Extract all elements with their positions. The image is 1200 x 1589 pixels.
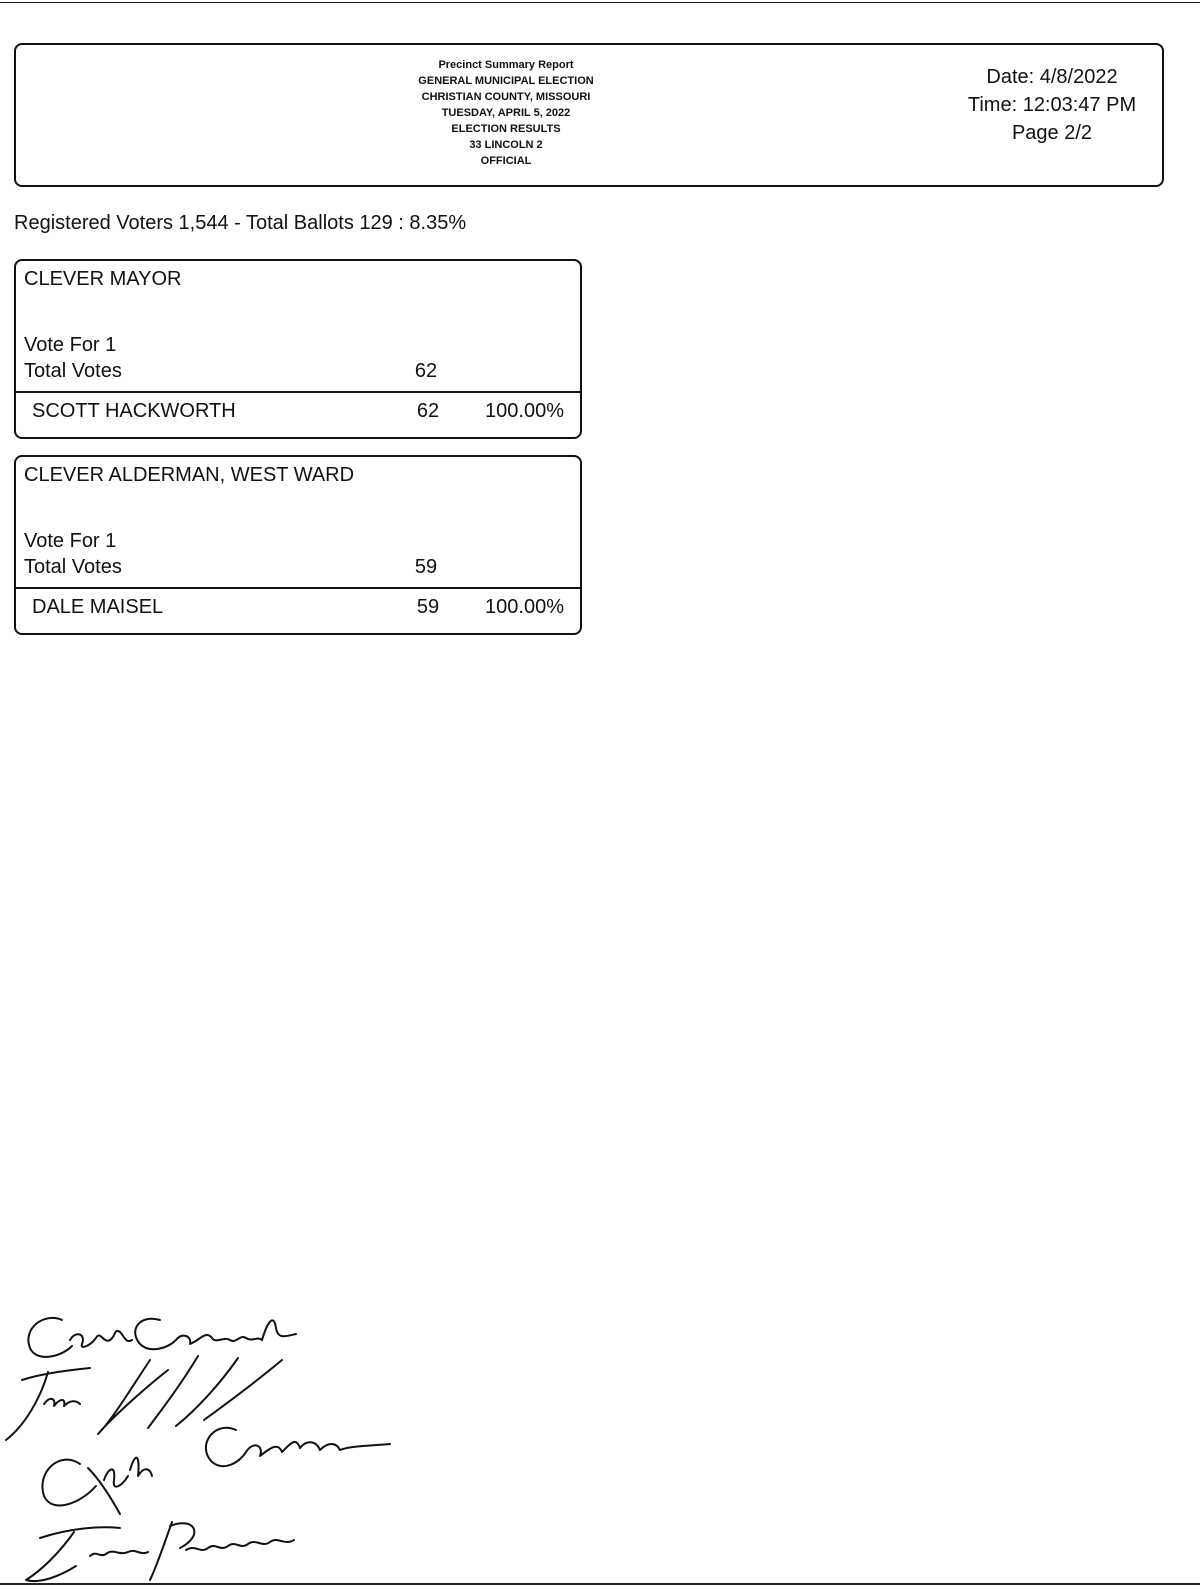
contest-title: CLEVER MAYOR bbox=[24, 268, 182, 290]
candidate-percent: 100.00% bbox=[485, 596, 564, 618]
signature-1 bbox=[28, 1318, 296, 1357]
contest-divider bbox=[16, 587, 580, 589]
report-type: Precinct Summary Report bbox=[438, 59, 574, 71]
official-label: OFFICIAL bbox=[480, 155, 532, 167]
total-votes-label: Total Votes bbox=[24, 556, 122, 578]
report-time: Time: 12:03:47 PM bbox=[967, 94, 1137, 116]
official-signatures bbox=[0, 1300, 420, 1585]
election-name: GENERAL MUNICIPAL ELECTION bbox=[418, 75, 594, 87]
total-votes-value: 59 bbox=[414, 556, 438, 578]
vote-for-label: Vote For 1 bbox=[24, 530, 117, 552]
candidate-name: SCOTT HACKWORTH bbox=[32, 400, 236, 422]
page-number: Page 2/2 bbox=[1011, 122, 1093, 144]
contest-clever-mayor bbox=[14, 259, 582, 439]
total-votes-value: 62 bbox=[414, 360, 438, 382]
signature-4 bbox=[26, 1522, 294, 1581]
report-date: Date: 4/8/2022 bbox=[986, 66, 1118, 88]
turnout-summary: Registered Voters 1,544 - Total Ballots 129 : 8.35% bbox=[14, 212, 467, 234]
county-name: CHRISTIAN COUNTY, MISSOURI bbox=[421, 91, 591, 103]
election-date: TUESDAY, APRIL 5, 2022 bbox=[441, 107, 571, 119]
signature-3 bbox=[42, 1428, 390, 1514]
precinct-name: 33 LINCOLN 2 bbox=[469, 139, 543, 151]
candidate-name: DALE MAISEL bbox=[32, 596, 164, 618]
total-votes-label: Total Votes bbox=[24, 360, 122, 382]
report-header bbox=[14, 43, 1164, 187]
contest-title: CLEVER ALDERMAN, WEST WARD bbox=[24, 464, 355, 486]
contest-clever-alderman-west-ward bbox=[14, 455, 582, 635]
report-title-block bbox=[356, 57, 656, 169]
results-label: ELECTION RESULTS bbox=[451, 123, 561, 135]
candidate-votes: 62 bbox=[416, 400, 440, 422]
signature-2 bbox=[6, 1356, 282, 1440]
report-meta bbox=[952, 63, 1152, 147]
candidate-votes: 59 bbox=[416, 596, 440, 618]
vote-for-label: Vote For 1 bbox=[24, 334, 117, 356]
candidate-percent: 100.00% bbox=[485, 400, 564, 422]
bottom-rule bbox=[0, 1583, 1200, 1585]
contest-divider bbox=[16, 391, 580, 393]
top-rule bbox=[0, 2, 1200, 3]
